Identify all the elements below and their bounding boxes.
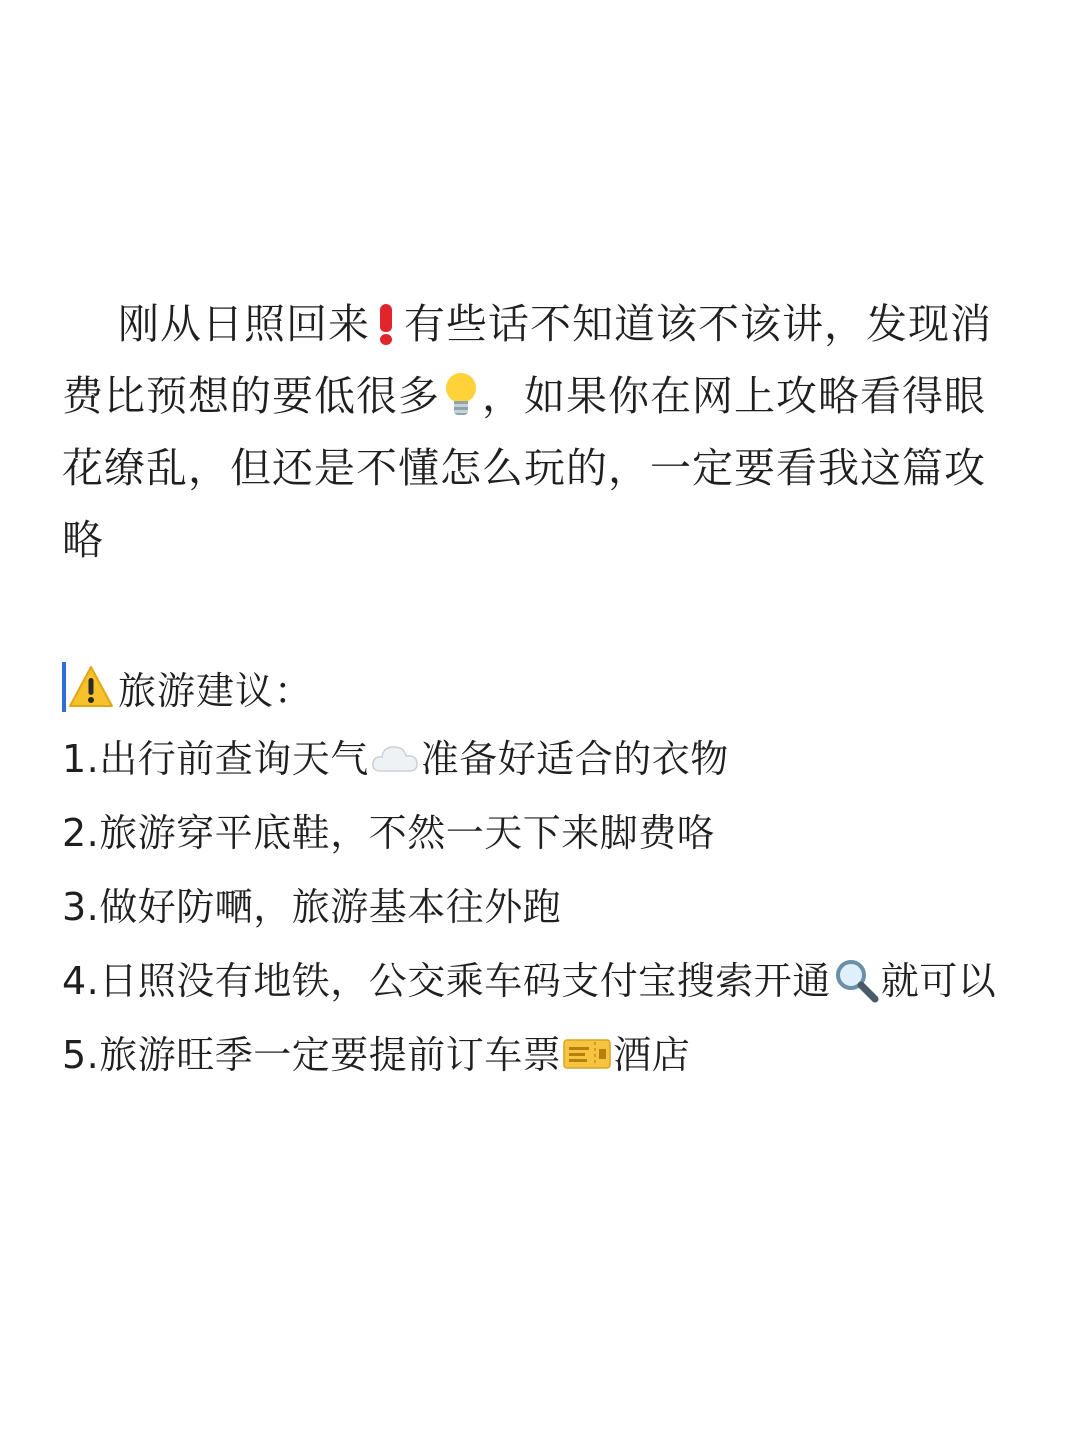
section-header — [62, 660, 313, 714]
section-title: 旅游建议： — [118, 668, 314, 713]
intro-text-3: ，如果你在网上攻略看得眼花缭乱，但还是不懂怎么玩的，一定要看我这篇攻略 — [62, 372, 986, 564]
list-item — [62, 796, 1022, 870]
tip-text: 2.旅游穿平底鞋，不然一天下来脚费咯 — [62, 811, 716, 855]
tip-text: 1.出行前查询天气 — [62, 737, 369, 781]
tip-text: 3.做好防嗮，旅游基本往外跑 — [62, 885, 562, 929]
intro-paragraph — [62, 288, 1022, 576]
warning-icon — [68, 665, 114, 709]
list-item — [62, 870, 1022, 944]
accent-bar — [62, 662, 66, 712]
list-item — [62, 722, 1022, 796]
ticket-icon — [563, 1038, 611, 1070]
intro-text-1: 刚从日照回来 — [118, 300, 370, 348]
magnifying-glass-icon — [833, 957, 879, 1003]
list-item — [62, 1018, 1022, 1092]
tip-text: 5.旅游旺季一定要提前订车票 — [62, 1033, 562, 1077]
cloud-icon — [371, 743, 419, 773]
tips-list — [62, 722, 1022, 1092]
light-bulb-icon — [444, 373, 478, 417]
intro-text-2: 有些话不知道该不该讲，发现消费比预想的要低很多 — [62, 300, 992, 420]
list-item — [62, 944, 1022, 1018]
tip-text: 4.日照没有地铁，公交乘车码支付宝搜索开通 — [62, 959, 831, 1003]
red-exclamation-icon — [376, 302, 396, 344]
tip-text: 就可以 — [880, 959, 997, 1003]
tip-text: 酒店 — [613, 1033, 691, 1077]
tip-text: 准备好适合的衣物 — [420, 737, 729, 781]
